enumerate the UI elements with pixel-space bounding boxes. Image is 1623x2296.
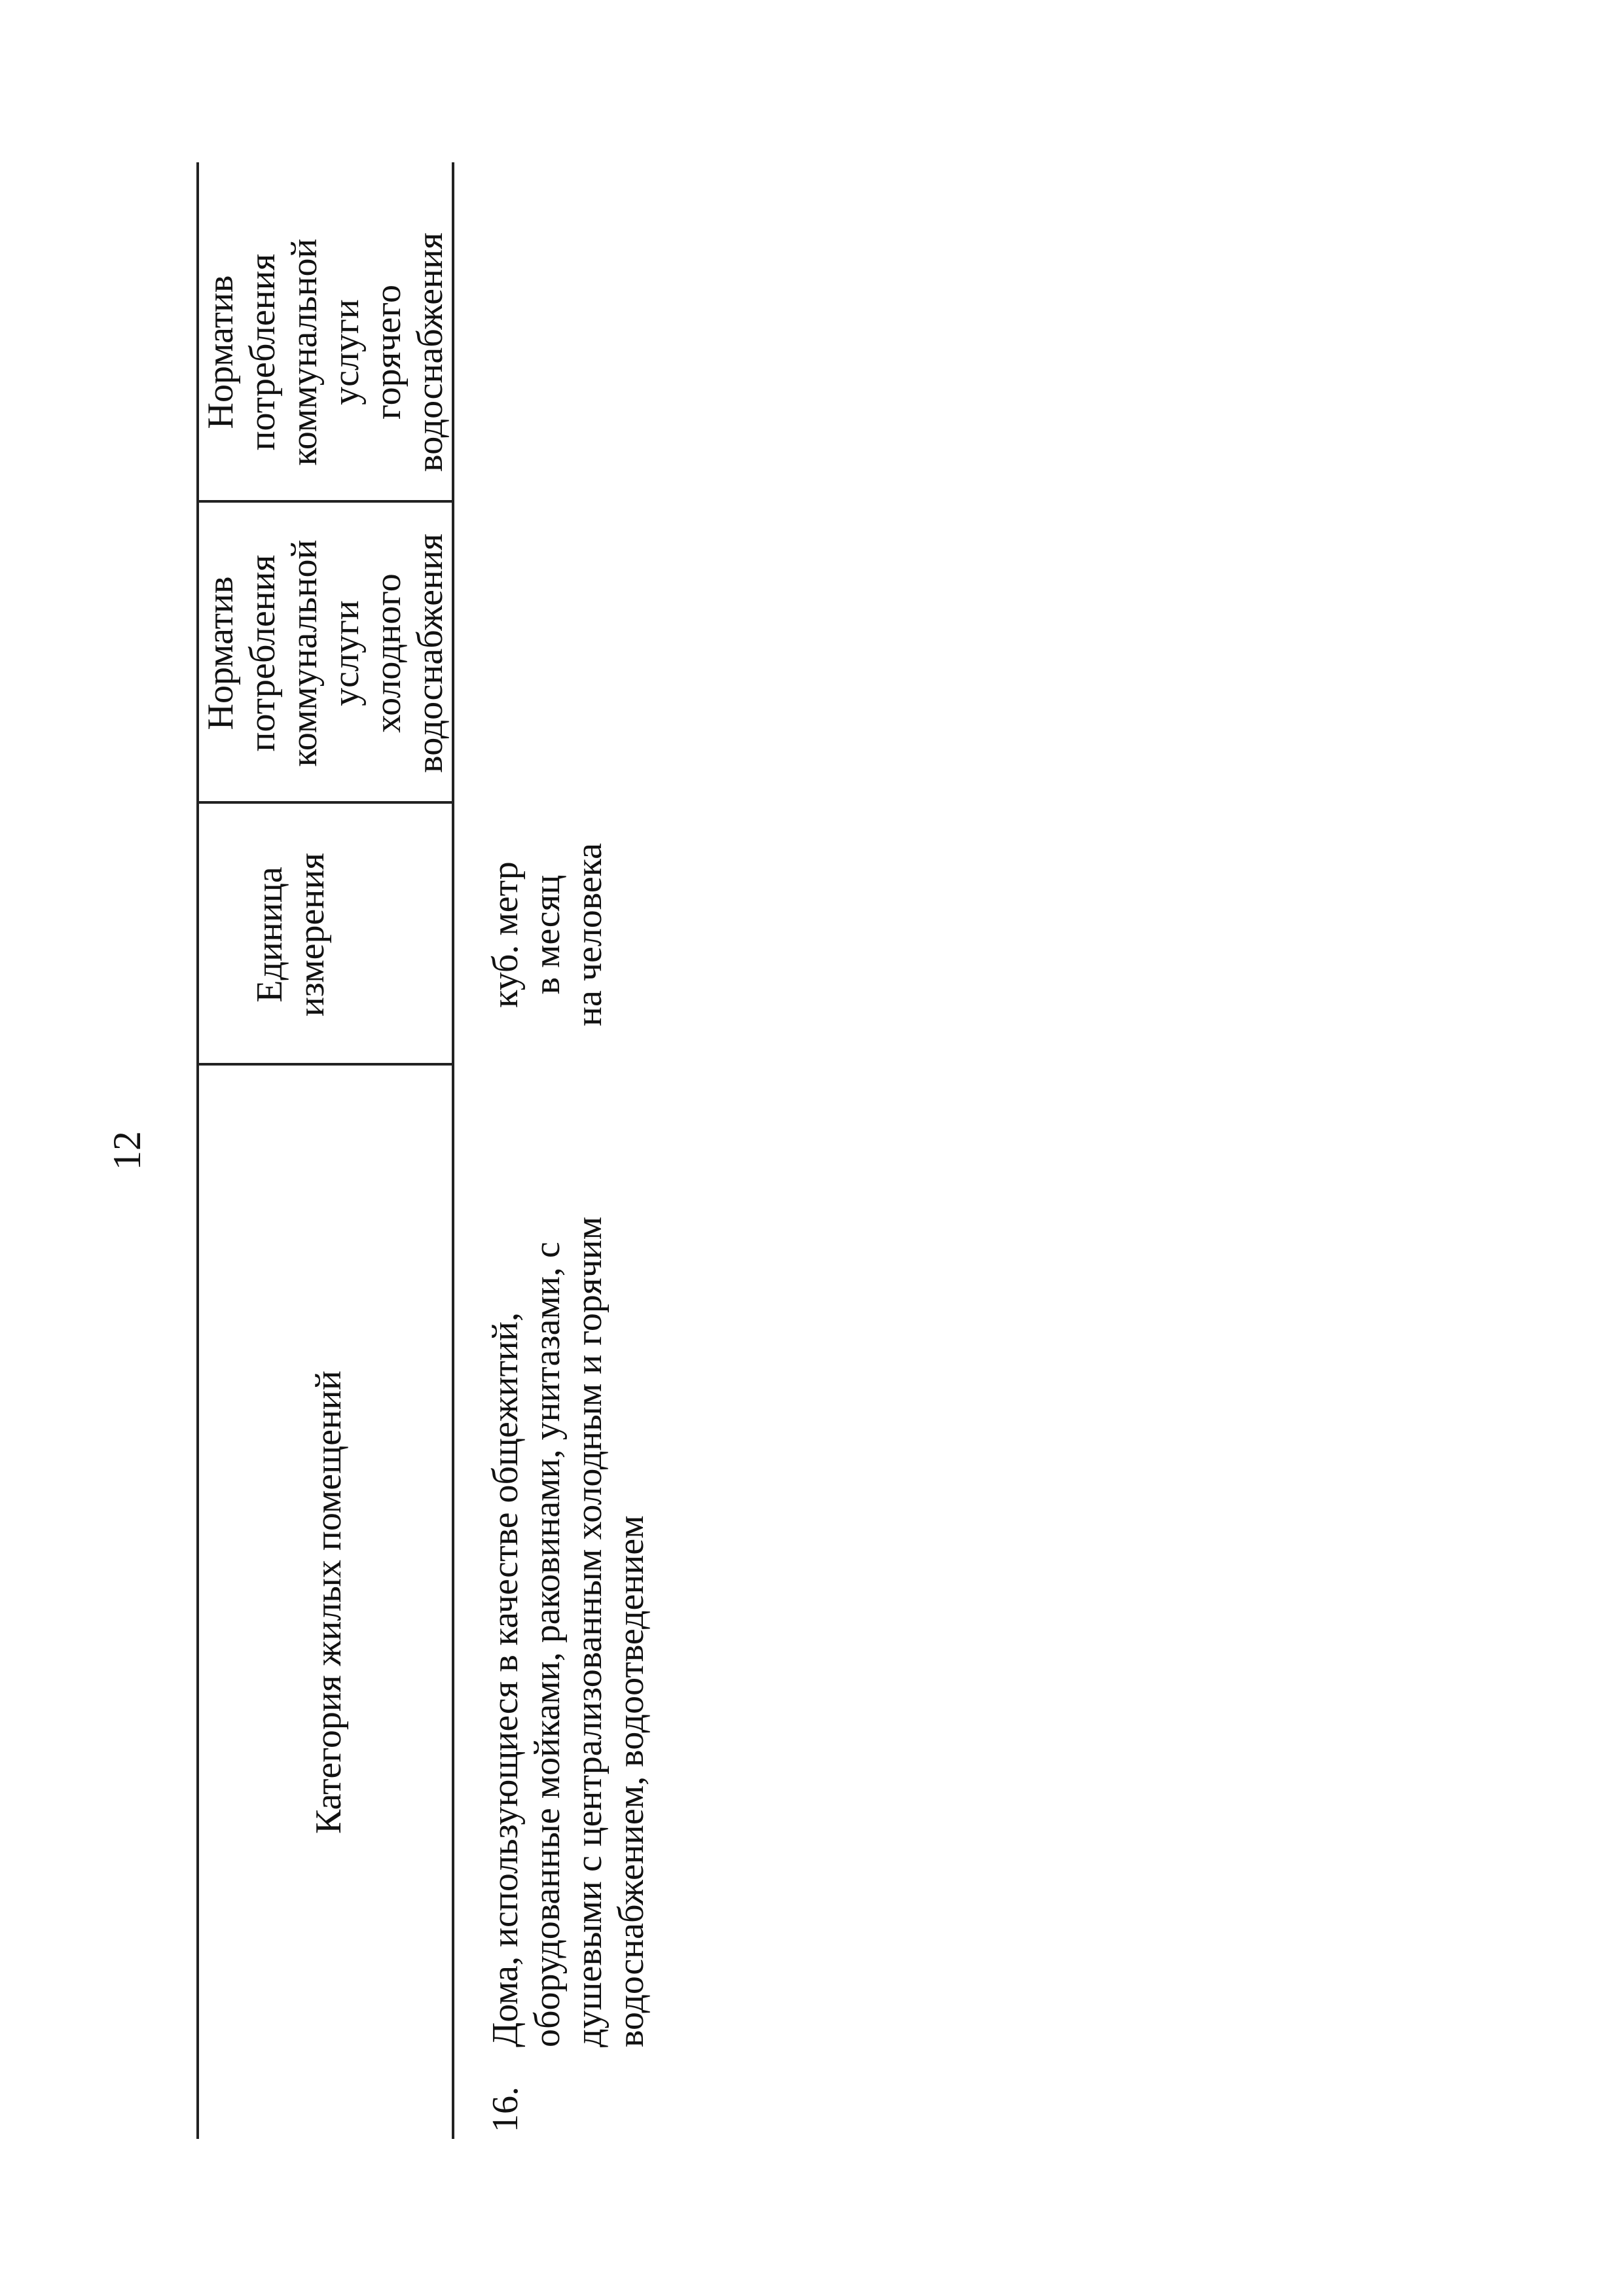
header-hot-line: услуги <box>326 299 367 405</box>
row-category <box>484 1066 652 2047</box>
header-cold-line: услуги <box>326 600 367 706</box>
row-category-line: водоснабжением, водоотведением <box>611 1515 651 2047</box>
table-header-rule <box>452 162 454 2139</box>
header-unit <box>249 804 333 1066</box>
header-hot-water <box>200 202 451 503</box>
row-unit-line: в месяц <box>527 874 568 995</box>
row-unit <box>484 804 610 1066</box>
header-hot-line: коммунальной <box>284 238 325 466</box>
row-category-line: душевыми с централизованным холодным и горячим <box>569 1216 610 2047</box>
header-cold-line: водоснабжения <box>410 533 450 773</box>
header-hot-line: Норматив <box>200 275 241 429</box>
table-top-rule <box>196 162 199 2139</box>
row-category-line: Дома, использующиеся в качестве общежитий, <box>485 1312 526 2047</box>
header-unit-line: измерения <box>291 852 332 1017</box>
header-cold-line: холодного <box>368 573 409 733</box>
header-cold-line: коммунальной <box>284 539 325 767</box>
row-unit-line: куб. метр <box>485 861 526 1008</box>
row-unit-line: на человека <box>569 843 610 1026</box>
header-hot-line: потребления <box>242 253 283 451</box>
row-number: 16. <box>485 2087 526 2132</box>
row-category-line: оборудованные мойками, раковинами, унитазами, с <box>527 1242 568 2047</box>
page-number: 12 <box>105 1131 149 1170</box>
header-cold-line: потребления <box>242 554 283 752</box>
header-category: Категория жилых помещений <box>308 1371 349 1834</box>
header-cold-water <box>200 503 451 804</box>
header-hot-line: водоснабжения <box>410 232 450 472</box>
header-cold-line: Норматив <box>200 576 241 730</box>
header-hot-line: горячего <box>368 285 409 420</box>
header-unit-line: Единица <box>249 867 290 1003</box>
